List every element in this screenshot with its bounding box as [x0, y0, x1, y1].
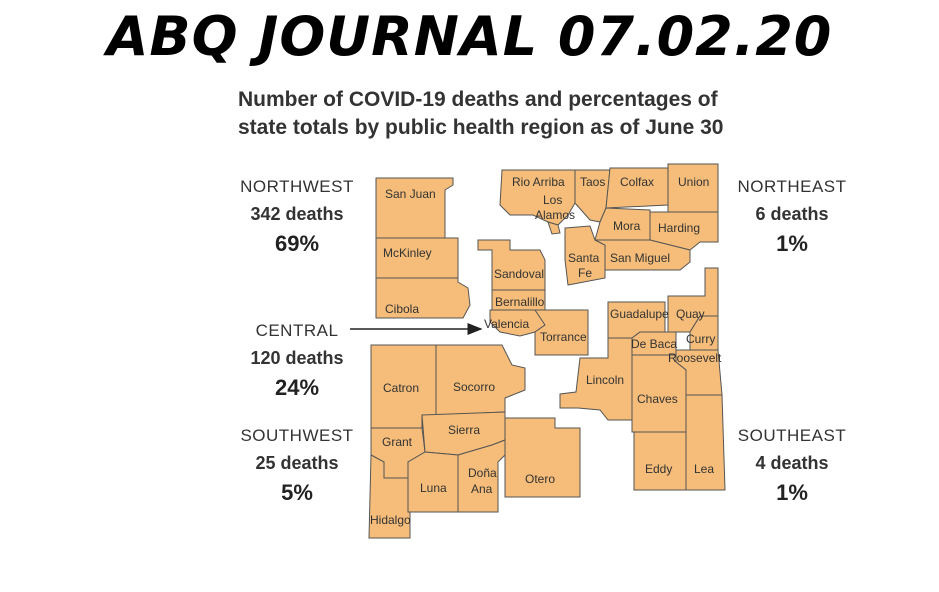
label-mckinley: McKinley — [383, 246, 432, 260]
label-dona: Doña — [468, 466, 497, 480]
label-san-juan: San Juan — [385, 187, 436, 201]
label-fe: Fe — [578, 266, 593, 280]
label-roosevelt: Roosevelt — [668, 351, 722, 365]
label-guadalupe: Guadalupe — [610, 307, 669, 321]
region-name: NORTHWEST — [240, 177, 354, 196]
label-lea: Lea — [694, 462, 715, 476]
label-hidalgo: Hidalgo — [370, 513, 411, 527]
label-ana: Ana — [471, 482, 493, 496]
label-santa: Santa — [568, 251, 600, 265]
label-taos: Taos — [580, 175, 606, 189]
label-lincoln: Lincoln — [586, 373, 625, 387]
label-socorro: Socorro — [453, 380, 496, 394]
region-deaths: 6 deaths — [755, 204, 829, 224]
label-chaves: Chaves — [637, 392, 678, 406]
region-name: CENTRAL — [255, 321, 339, 340]
label-san-miguel: San Miguel — [610, 251, 671, 265]
label-union: Union — [678, 175, 710, 189]
label-de-baca: De Baca — [631, 337, 678, 351]
banner-title: ABQ JOURNAL 07.02.20 — [106, 5, 833, 68]
label-sandoval: Sandoval — [494, 267, 545, 281]
label-colfax: Colfax — [620, 175, 655, 189]
region-deaths: 4 deaths — [755, 453, 829, 473]
region-deaths: 120 deaths — [250, 348, 344, 368]
label-eddy: Eddy — [645, 462, 673, 476]
label-curry: Curry — [686, 332, 716, 346]
subtitle-line-2: state totals by public health region as of June 30 — [238, 116, 724, 139]
subtitle-line-1: Number of COVID-19 deaths and percentages of — [238, 88, 718, 111]
label-mora: Mora — [613, 219, 641, 233]
label-harding: Harding — [658, 221, 701, 235]
label-catron: Catron — [383, 381, 420, 395]
label-torrance: Torrance — [540, 330, 587, 344]
region-percent: 1% — [776, 231, 808, 256]
region-percent: 5% — [281, 480, 313, 505]
label-otero: Otero — [525, 472, 556, 486]
region-name: SOUTHEAST — [737, 426, 847, 445]
label-bernalillo: Bernalillo — [495, 295, 545, 309]
county-sandoval — [478, 240, 545, 290]
label-cibola: Cibola — [385, 302, 420, 316]
region-name: NORTHEAST — [737, 177, 847, 196]
label-grant: Grant — [382, 435, 413, 449]
label-valencia: Valencia — [484, 317, 530, 331]
region-percent: 1% — [776, 480, 808, 505]
label-alamos: Alamos — [535, 208, 576, 222]
label-los: Los — [543, 193, 563, 207]
label-sierra: Sierra — [448, 423, 481, 437]
label-luna: Luna — [420, 481, 447, 495]
region-deaths: 25 deaths — [255, 453, 339, 473]
region-deaths: 342 deaths — [250, 204, 344, 224]
label-rio-arriba: Rio Arriba — [512, 175, 565, 189]
label-quay: Quay — [676, 307, 705, 321]
region-percent: 69% — [274, 231, 320, 256]
region-name: SOUTHWEST — [240, 426, 354, 445]
county-eddy — [634, 432, 686, 490]
region-percent: 24% — [274, 375, 320, 400]
